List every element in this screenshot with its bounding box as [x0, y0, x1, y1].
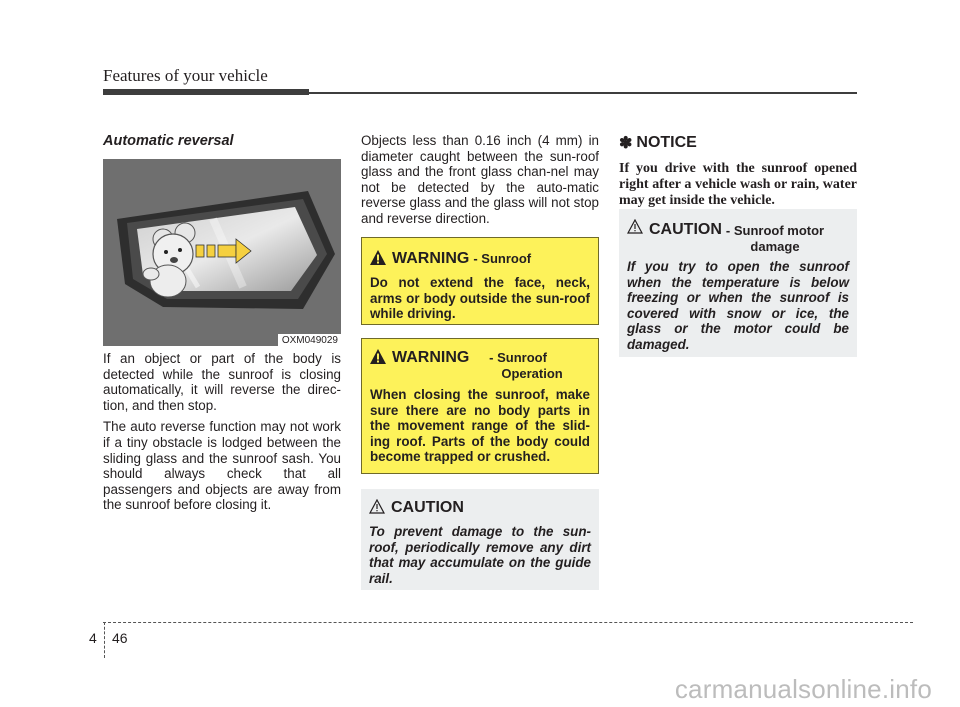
warning-subject: - Sunroof	[489, 350, 547, 365]
paragraph: The auto reverse function may not work if a tiny obstacle is lodged between the sliding glass and the sunroof sash. You should always check that all passengers and objects are away from the sunroof before closing it.	[103, 419, 341, 513]
caution-triangle-icon	[369, 499, 385, 514]
sunroof-illustration	[103, 159, 341, 346]
paragraph: Objects less than 0.16 inch (4 mm) in diameter caught between the sun-roof glass and the front glass chan-nel may not be detected by the auto-matic reverse glass and the glass will not stop and reverse direction.	[361, 133, 599, 226]
caution-subject-line2: damage	[750, 239, 800, 254]
notice-text: If you drive with the sunroof opened right after a vehicle wash or rain, water may get inside the vehicle.	[619, 161, 857, 208]
warning-subject-group	[473, 350, 562, 382]
warning-triangle-icon	[370, 250, 386, 265]
right-column	[619, 133, 857, 209]
watermark: carmanualsonline.info	[674, 674, 932, 704]
section-title: Automatic reversal	[103, 133, 234, 149]
caution-box-sunroof-motor	[619, 209, 857, 357]
footer-rule	[103, 622, 913, 623]
page-number: 46	[112, 630, 128, 646]
caution-header	[627, 219, 849, 255]
middle-column	[361, 133, 599, 233]
caution-label: CAUTION	[649, 221, 722, 238]
caution-label: CAUTION	[391, 499, 464, 516]
caution-header	[369, 499, 591, 517]
header-rule-thin	[309, 92, 857, 94]
page-header-title: Features of your vehicle	[103, 66, 268, 85]
warning-text: Do not extend the face, neck, arms or body outside the sun-roof while driving.	[370, 275, 590, 322]
warning-text: When closing the sunroof, make sure there are no body parts in the movement range of the slid-ing roof. Parts of the body could become trapped or crushed.	[370, 387, 590, 465]
figure-code: OXM049029	[278, 334, 341, 346]
paragraph: If an object or part of the body is detected while the sunroof is closing automatically, it will reverse the direc-tion, and then stop.	[103, 351, 341, 413]
caution-box-guide-rail	[361, 489, 599, 590]
caution-text: If you try to open the sunroof when the temperature is below freezing or when the sunroof is covered with snow or ice, the glass or the motor could be damaged.	[627, 259, 849, 352]
warning-label: WARNING	[392, 349, 470, 366]
caution-subject: - Sunroof motor	[725, 223, 825, 238]
warning-header	[370, 349, 590, 382]
warning-box-sunroof	[361, 237, 599, 325]
warning-triangle-icon	[370, 349, 386, 364]
notice-title-label: NOTICE	[636, 134, 697, 151]
sunroof-figure	[103, 159, 341, 346]
warning-box-sunroof-operation	[361, 338, 599, 474]
warning-subject: - Sunroof	[473, 251, 532, 266]
warning-header	[370, 250, 590, 268]
header-rule-thick	[103, 89, 309, 95]
caution-subject-group	[726, 223, 824, 255]
warning-label: WARNING	[392, 250, 470, 267]
footer-vertical-rule	[104, 622, 105, 658]
notice-title	[619, 133, 857, 153]
caution-triangle-icon	[627, 219, 643, 234]
chapter-number: 4	[89, 630, 97, 646]
caution-text: To prevent damage to the sun-roof, periodically remove any dirt that may accumulate on the guide rail.	[369, 524, 591, 586]
notice-star-icon: ✽	[619, 135, 633, 152]
warning-subject-line2: Operation	[501, 366, 563, 381]
left-column	[103, 133, 341, 513]
left-body-text	[103, 351, 341, 519]
